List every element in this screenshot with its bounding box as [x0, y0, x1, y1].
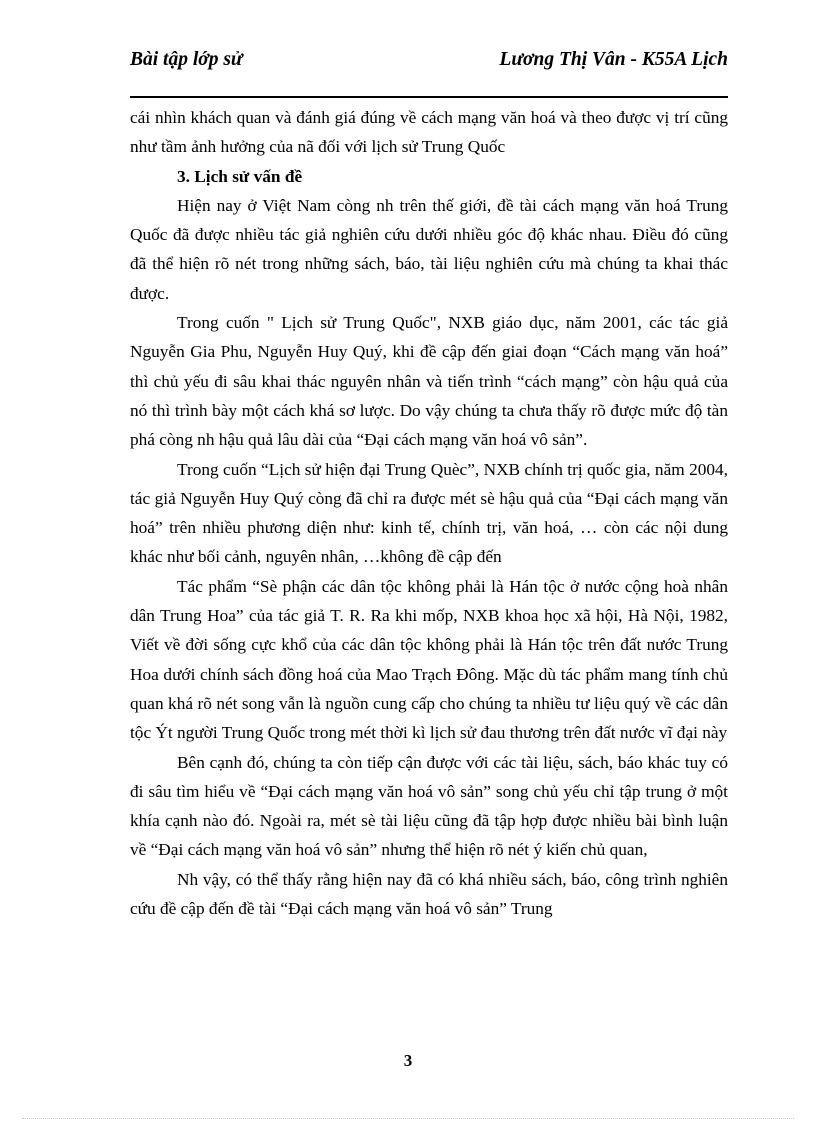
paragraph-vietnam-research: Hiện nay ở Việt Nam còng nh trên thế giới, đề tài cách mạng văn hoá Trung Quốc đã được nhiều tác giả nghiên cứu dưới nhiều góc độ khác nhau. Điều đó cũng đã thể hiện rõ nét trong những sách, báo, tài liệu nghiên cứu mà chúng ta khai thác được. — [130, 195, 728, 303]
paragraph-other-documents: Bên cạnh đó, chúng ta còn tiếp cận được với các tài liệu, sách, báo khác tuy có đi sâu tìm hiểu về “Đại cách mạng văn hoá vô sản” song chủ yếu chỉ tập trung ở một khía cạnh nào đó. Ngoài ra, mét sè tài liệu cũng đã tập hợp được nhiều bài bình luận về “Đại cách mạng văn hoá vô sản” nhưng thể hiện rõ nét ý kiến chủ quan, — [130, 752, 728, 860]
paragraph-lich-su-hien-dai: Trong cuốn “Lịch sử hiện đại Trung Quèc”, NXB chính trị quốc gia, năm 2004, tác giả Nguyễn Huy Quý còng đã chỉ ra được mét sè hậu quả của “Đại cách mạng văn hoá” trên nhiều phương diện như: kinh tế, chính trị, văn hoá, … còn các nội dung khác như bối cảnh, nguyên nhân, …không đề cập đến — [130, 459, 728, 567]
header-course-label: Bài tập lớp sử — [130, 49, 243, 70]
section-heading: 3. Lịch sử vấn đề — [177, 166, 303, 186]
document-body — [130, 103, 728, 923]
header-author-label: Lương Thị Vân - K55A Lịch — [499, 49, 728, 70]
intro-continuation-paragraph: cái nhìn khách quan và đánh giá đúng về cách mạng văn hoá và theo được vị trí cũng như tầm ảnh hưởng của nã đối với lịch sử Trung Quốc — [130, 108, 728, 157]
footer-dotted-line — [22, 1118, 794, 1119]
paragraph-so-phan-dan-toc: Tác phẩm “Sè phận các dân tộc không phải là Hán tộc ở nước cộng hoà nhân dân Trung Hoa” của tác giả T. R. Ra khi mốp, NXB khoa học xã hội, Hà Nội, 1982, Viết về đời sống cực khổ của các dân tộc không phải là Hán tộc trên đất nước Trung Hoa dưới chính sách đồng hoá của Mao Trạch Đông. Mặc dù tác phẩm mang tính chủ quan khá rõ nét song vẫn là nguồn cung cấp cho chúng ta nhiều tư liệu quý về các dân tộc Ýt người Trung Quốc trong mét thời kì lịch sử đau thương trên đất nước vĩ đại này — [130, 576, 728, 743]
page-number: 3 — [403, 1051, 413, 1070]
page-header — [130, 48, 728, 98]
paragraph-summary: Nh vậy, có thể thấy rằng hiện nay đã có khá nhiều sách, báo, công trình nghiên cứu đề cập đến đề tài “Đại cách mạng văn hoá vô sản” Trung — [130, 869, 728, 919]
paragraph-lich-su-trung-quoc: Trong cuốn " Lịch sử Trung Quốc", NXB giáo dục, năm 2001, các tác giả Nguyễn Gia Phu, Nguyễn Huy Quý, khi đề cập đến giai đoạn “Cách mạng văn hoá” thì chủ yếu đi sâu khai thác nguyên nhân và tiến trình “cách mạng” còn hậu quả của nó thì trình bày một cách khá sơ lược. Do vậy chúng ta chưa thấy rõ được mức độ tàn phá còng nh hậu quả lâu dài của “Đại cách mạng văn hoá vô sản”. — [130, 313, 728, 450]
